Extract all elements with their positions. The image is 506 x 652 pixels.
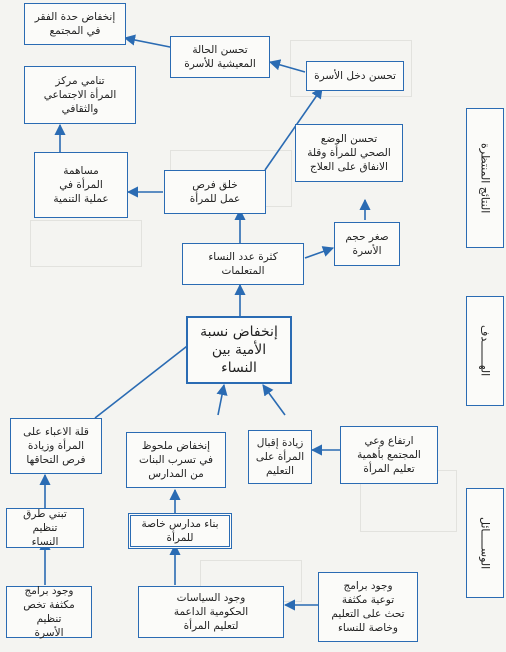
node-jobs: خلق فرص عمل للمرأة [164, 170, 266, 214]
node-awareness-programs: وجود برامج توعية مكثفة تحث على التعليم وخاصة للنساء [318, 572, 418, 642]
node-reduce-poverty: إنخفاض حدة الفقر في المجتمع [24, 3, 126, 45]
node-health: تحسن الوضع الصحي للمرأة وقلة الانفاق على العلاج [295, 124, 403, 182]
node-policies: وجود السياسات الحكومية الداعمة لتعليم المرأة [138, 586, 284, 638]
node-less-dropout: إنخفاض ملحوظ في تسرب البنات من المدارس [126, 432, 226, 488]
arrow [95, 336, 200, 418]
node-small-family: صغر حجم الأسرة [334, 222, 400, 266]
node-less-burden: قلة الاعباء على المرأة وزيادة فرص التحاقها [10, 418, 102, 474]
node-awareness: ارتفاع وعي المجتمع بأهمية تعليم المرأة [340, 426, 438, 484]
arrow [305, 248, 333, 258]
section-label-results-text: النتائج المنتظرة [478, 142, 492, 214]
section-label-goal [466, 296, 504, 406]
node-improve-income: تحسن دخل الأسرة [306, 61, 404, 91]
node-goal: إنخفاض نسبة الأمية بين النساء [186, 316, 292, 384]
node-participation: مساهمة المرأة في عملية التنمية [34, 152, 128, 218]
section-label-means [466, 488, 504, 598]
node-family-planning-ways: تبني طرق تنظيم النساء [6, 508, 84, 548]
section-label-means-text: الوســـــائل [478, 516, 492, 570]
arrow [125, 38, 175, 48]
node-fp-programs: وجود برامج مكثفة تخص تنظيم الأسرة [6, 586, 92, 638]
arrow [218, 385, 224, 415]
node-educated: كثرة عدد النساء المتعلمات [182, 243, 304, 285]
node-special-schools: بناء مدارس خاصة للمرأة [128, 513, 232, 549]
node-women-status: تنامي مركز المرأة الاجتماعي والثقافي [24, 66, 136, 124]
arrow [263, 385, 285, 415]
section-label-results [466, 108, 504, 248]
node-more-enroll: زيادة إقبال المرأة على التعليم [248, 430, 312, 484]
arrow [270, 62, 305, 72]
node-improve-living: تحسن الحالة المعيشية للأسرة [170, 36, 270, 78]
section-label-goal-text: الهـــــــدف [478, 325, 492, 377]
